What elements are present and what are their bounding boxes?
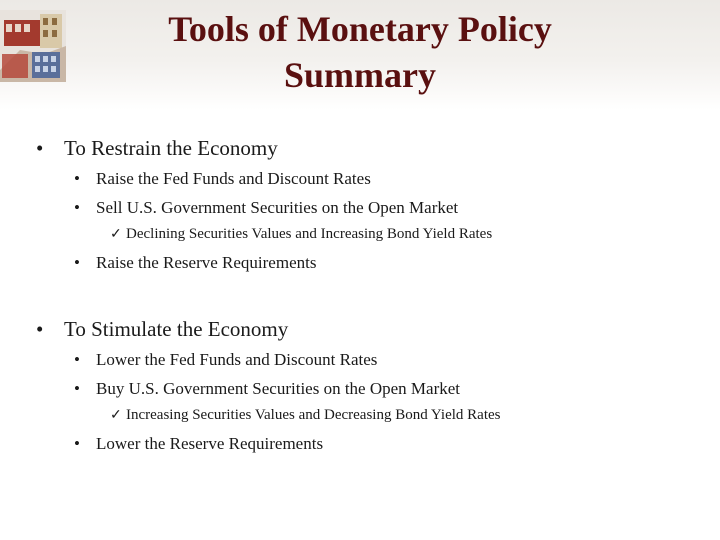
bullet-icon: • — [74, 379, 80, 398]
list-item-text: Raise the Fed Funds and Discount Rates — [96, 169, 371, 188]
list-item-level2 — [74, 350, 377, 370]
section-heading: To Restrain the Economy — [64, 136, 278, 160]
bullet-icon: • — [36, 136, 44, 160]
list-item-level2 — [74, 253, 316, 273]
list-item-level3 — [110, 407, 500, 424]
list-item-text: Lower the Fed Funds and Discount Rates — [96, 350, 378, 369]
bullet-icon: • — [36, 317, 44, 341]
list-item-text: Raise the Reserve Requirements — [96, 253, 317, 272]
bullet-icon: • — [74, 198, 80, 217]
list-item-level2 — [74, 379, 460, 399]
list-item-text: Buy U.S. Government Securities on the Open Market — [96, 379, 461, 398]
list-item-level1 — [36, 136, 278, 161]
list-item-text: Increasing Securities Values and Decreasing Bond Yield Rates — [126, 407, 501, 423]
list-item-text: Lower the Reserve Requirements — [96, 434, 324, 453]
list-item-text: Declining Securities Values and Increasing Bond Yield Rates — [126, 226, 493, 242]
title-line-1: Tools of Monetary Policy — [168, 9, 552, 49]
list-item-level1 — [36, 317, 288, 342]
list-item-text: Sell U.S. Government Securities on the Open Market — [96, 198, 459, 217]
bullet-icon: • — [74, 434, 80, 453]
list-item-level2 — [74, 198, 458, 218]
section-heading: To Stimulate the Economy — [64, 317, 289, 341]
bullet-icon: • — [74, 350, 80, 369]
bullet-icon: • — [74, 169, 80, 188]
checkmark-icon: ✓ — [110, 408, 122, 423]
list-item-level2 — [74, 434, 323, 454]
bullet-icon: • — [74, 253, 80, 272]
checkmark-icon: ✓ — [110, 227, 122, 242]
list-item-level2 — [74, 169, 371, 189]
list-item-level3 — [110, 226, 492, 243]
title-line-2: Summary — [284, 55, 436, 95]
